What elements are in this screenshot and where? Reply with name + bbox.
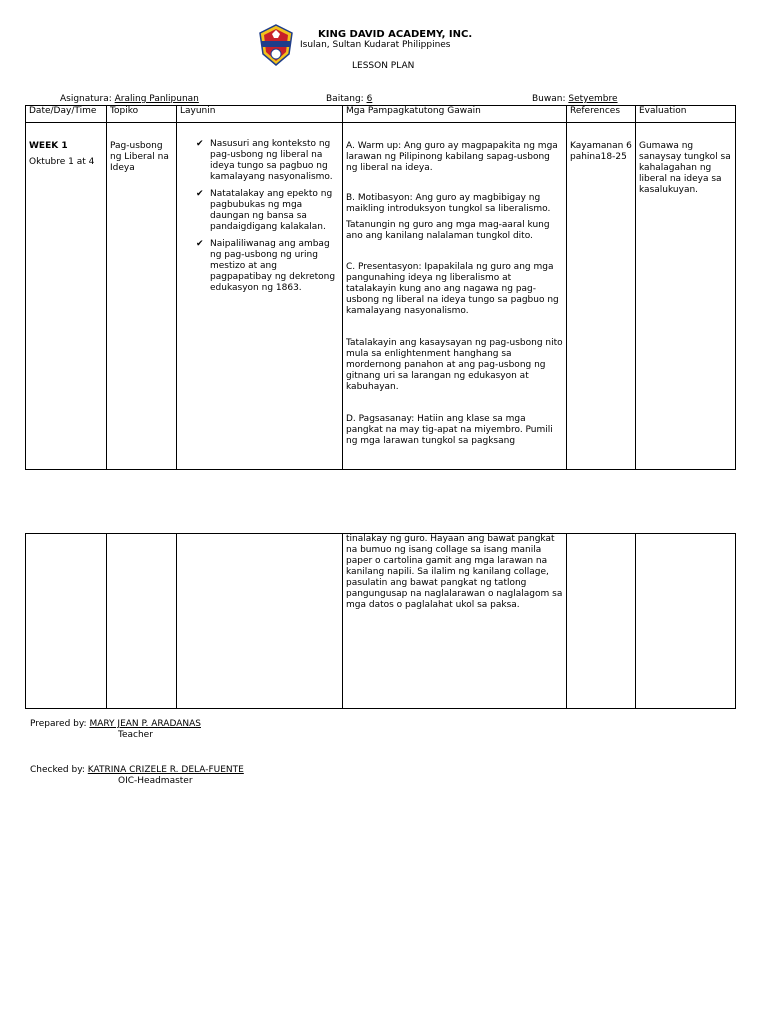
table-row bbox=[26, 534, 736, 709]
grade-field bbox=[326, 94, 372, 104]
evaluation-cell bbox=[636, 123, 736, 470]
check-icon: ✔ bbox=[196, 239, 204, 249]
column-header: Evaluation bbox=[636, 106, 736, 123]
checked-by bbox=[30, 765, 244, 775]
references-text: Kayamanan 6 pahina18-25 bbox=[570, 141, 632, 162]
date-cell bbox=[26, 534, 107, 709]
month-field bbox=[532, 94, 618, 104]
prepared-name: MARY JEAN P. ARADANAS bbox=[89, 719, 201, 729]
list-item bbox=[196, 139, 339, 183]
presentation-text: C. Presentasyon: Ipapakilala ng guro ang mga pangunahing ideya ng liberalismo at tatalakayin kung ano ang nagawa ng pag-usbong ng liberal na ideya tungo sa pagbuo ng kamalayang nasyonalismo. bbox=[346, 262, 559, 316]
references-cell bbox=[567, 123, 636, 470]
month-label: Buwan: bbox=[532, 94, 566, 104]
list-item bbox=[196, 189, 339, 233]
activities-cell bbox=[343, 123, 567, 470]
objective-text: Natatalakay ang epekto ng pagbubukas ng mga daungan ng bansa sa pandaigdigang kalakalan. bbox=[210, 189, 333, 232]
evaluation-cell bbox=[636, 534, 736, 709]
dates-label: Oktubre 1 at 4 bbox=[29, 157, 95, 167]
lesson-plan-table bbox=[25, 105, 736, 470]
objective-text: Nasusuri ang konteksto ng pag-usbong ng liberal na ideya tungo sa pagbuo ng kamalayang nasyonalismo. bbox=[210, 139, 333, 182]
grade-label: Baitang: bbox=[326, 94, 364, 104]
school-address: Isulan, Sultan Kudarat Philippines bbox=[300, 40, 451, 50]
prepared-label: Prepared by: bbox=[30, 719, 87, 729]
objectives-cell bbox=[177, 123, 343, 470]
warmup-text: A. Warm up: Ang guro ay magpapakita ng mga larawan ng Pilipinong kabilang sapag-usbong ng liberal na ideya. bbox=[346, 141, 558, 173]
topic-text: Pag-usbong ng Liberal na Ideya bbox=[110, 141, 169, 173]
discussion-text: Tatalakayin ang kasaysayan ng pag-usbong nito mula sa enlightenment hanghang sa mordernong panahon at ang pag-usbong ng gitnang uri sa larangan ng edukasyon at kabuhayan. bbox=[346, 338, 563, 392]
checked-role: OIC-Headmaster bbox=[118, 776, 193, 786]
topic-cell bbox=[107, 123, 177, 470]
prepared-role: Teacher bbox=[118, 730, 153, 740]
month-value: Setyembre bbox=[568, 94, 618, 104]
list-item bbox=[196, 239, 339, 294]
practice-continued-text: tinalakay ng guro. Hayaan ang bawat pangkat na bumuo ng isang collage sa isang manila paper o cartolina gamit ang mga larawan na kanilang napili. Sa ilalim ng kanilang collage, pasulatin ang bawat pangkat ng tatlong pangungusap na naglalarawan o naglalagom sa mga datos o paglalahat ukol sa paksa. bbox=[346, 534, 563, 610]
objective-text: Naipaliliwanag ang ambag ng pag-usbong ng uring mestizo at ang pagpapatibay ng dekretong edukasyon ng 1863. bbox=[210, 239, 336, 293]
motivation-text: B. Motibasyon: Ang guro ay magbibigay ng maikling introduksyon tungkol sa liberalismo. bbox=[346, 193, 551, 214]
subject-value: Araling Panlipunan bbox=[114, 94, 199, 104]
practice-text: D. Pagsasanay: Hatiin ang klase sa mga pangkat na may tig-apat na miyembro. Pumili ng mga larawan tungkol sa pagksang bbox=[346, 414, 553, 446]
date-cell bbox=[26, 123, 107, 470]
checked-label: Checked by: bbox=[30, 765, 85, 775]
column-header: Topiko bbox=[107, 106, 177, 123]
document-title: LESSON PLAN bbox=[352, 61, 415, 71]
evaluation-text: Gumawa ng sanaysay tungkol sa kahalagahan ng liberal na ideya sa kasalukuyan. bbox=[639, 141, 731, 195]
school-logo-icon bbox=[258, 24, 294, 66]
objectives-list bbox=[180, 139, 339, 294]
lesson-plan-table-continued bbox=[25, 533, 736, 709]
subject-label: Asignatura: bbox=[60, 94, 112, 104]
topic-cell bbox=[107, 534, 177, 709]
check-icon: ✔ bbox=[196, 139, 204, 149]
column-header: Layunin bbox=[177, 106, 343, 123]
checked-name: KATRINA CRIZELE R. DELA-FUENTE bbox=[87, 765, 244, 775]
activities-cell bbox=[343, 534, 567, 709]
motivation-question-text: Tatanungin ng guro ang mga mag-aaral kung ano ang kanilang nalalaman tungkol dito. bbox=[346, 220, 550, 241]
column-header: Mga Pampagkatutong Gawain bbox=[343, 106, 567, 123]
references-cell bbox=[567, 534, 636, 709]
table-row bbox=[26, 123, 736, 470]
table-header-row bbox=[26, 106, 736, 123]
week-label: WEEK 1 bbox=[29, 141, 68, 151]
subject-field bbox=[60, 94, 199, 104]
objectives-cell bbox=[177, 534, 343, 709]
column-header: Date/Day/Time bbox=[26, 106, 107, 123]
prepared-by bbox=[30, 719, 201, 729]
school-name: KING DAVID ACADEMY, INC. bbox=[318, 29, 473, 40]
column-header: References bbox=[567, 106, 636, 123]
grade-value: 6 bbox=[366, 94, 373, 104]
check-icon: ✔ bbox=[196, 189, 204, 199]
